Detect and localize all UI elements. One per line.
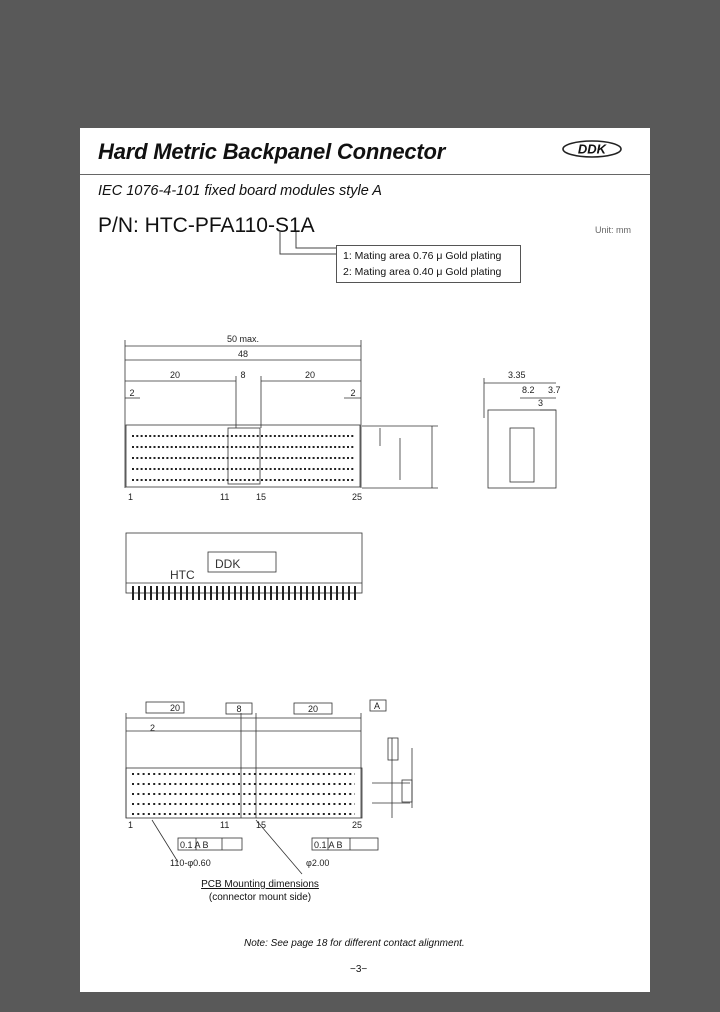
pcb-pin-15: 15: [256, 820, 267, 830]
page-title: Hard Metric Backpanel Connector: [98, 139, 446, 164]
gdt-hole-tolerance: 0.1 A B: [180, 840, 209, 850]
pcb-dim-right: 20: [307, 704, 319, 714]
dim-side-a: 8.2: [522, 385, 535, 395]
dim-side-depth: 3.35: [508, 370, 526, 380]
dim-overall-max: 50 max.: [226, 334, 260, 344]
footnote: Note: See page 18 for different contact alignment.: [244, 938, 465, 949]
pin-label-25: 25: [352, 492, 363, 502]
pcb-caption: [80, 878, 440, 904]
connector-drawings: [80, 128, 650, 992]
pcb-pin-1: 1: [128, 820, 134, 830]
pin-label-15: 15: [256, 492, 267, 502]
dim-side-c: 3: [538, 398, 544, 408]
dim-side-b: 3.7: [548, 385, 561, 395]
pin-label-1: 1: [128, 492, 134, 502]
dim-right-block: 20: [304, 370, 316, 380]
page-number: −3−: [350, 964, 368, 975]
pin-label-11: 11: [220, 492, 230, 502]
pin-grid-top: [132, 436, 355, 480]
standard-subtitle: IEC 1076-4-101 fixed board modules style A: [98, 183, 382, 199]
pcb-pin-11: 11: [220, 820, 230, 830]
pcb-pin-25: 25: [352, 820, 363, 830]
datasheet-page: [80, 128, 650, 992]
plating-option-2: 2: Mating area 0.40 μ Gold plating: [343, 266, 502, 278]
body-marking-htc: HTC: [170, 568, 195, 582]
dim-left-edge: 2: [129, 388, 135, 398]
gdt-peg-tolerance: 0.1 A B: [314, 840, 343, 850]
datum-a-label: A: [374, 701, 381, 711]
svg-text:DDK: DDK: [577, 141, 607, 157]
pcb-dim-left: 20: [169, 703, 181, 713]
dim-pitch-span: 48: [237, 349, 249, 359]
plating-option-1: 1: Mating area 0.76 μ Gold plating: [343, 250, 502, 262]
dim-left-block: 20: [169, 370, 181, 380]
pcb-hole-grid: [132, 774, 355, 814]
unit-note: Unit: mm: [595, 225, 631, 235]
dim-gap: 8: [240, 370, 246, 380]
body-marking-ddk: DDK: [215, 557, 241, 571]
part-number: P/N: HTC-PFA110-S1A: [98, 214, 315, 237]
dim-right-edge: 2: [350, 388, 356, 398]
pcb-dim-edge: 2: [150, 723, 156, 733]
hole-spec: 110-φ0.60: [170, 858, 211, 868]
pcb-dim-gap: 8: [236, 704, 242, 714]
pcb-caption-title: PCB Mounting dimensions: [201, 879, 319, 890]
pcb-caption-sub: (connector mount side): [208, 892, 312, 903]
peg-spec: φ2.00: [306, 858, 330, 868]
